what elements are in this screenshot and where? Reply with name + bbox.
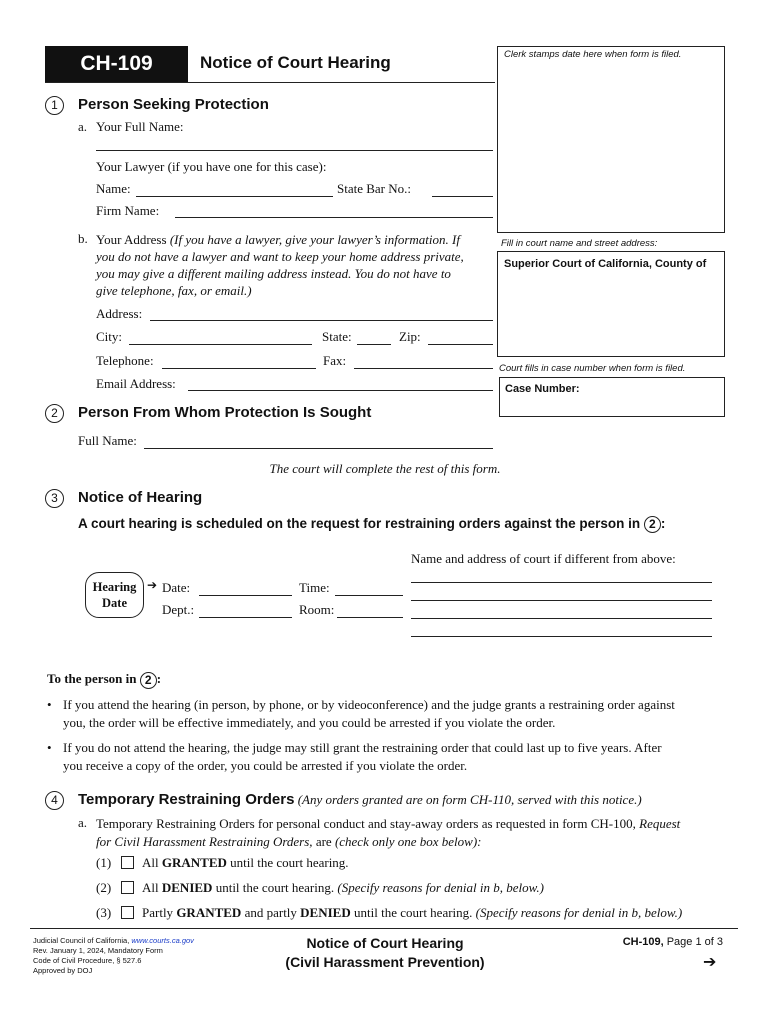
dept-field[interactable] [199,617,292,618]
option-3-bold-1: GRANTED [176,905,242,920]
option-3-num: (3) [96,905,112,920]
case-number-fill-label: Court fills in case number when form is filed. [499,363,686,374]
s4-a-line-1: Temporary Restraining Orders for personal conduct and stay-away orders as requested in form CH-100, [96,816,636,831]
section-3-number: 3 [45,489,64,508]
section-1-title: Person Seeking Protection [78,96,269,113]
city-field[interactable] [129,344,312,345]
option-3-checkbox[interactable] [121,906,134,919]
section-4-heading [78,791,642,808]
option-2-num: (2) [96,880,112,895]
next-page-arrow-icon: ➔ [703,952,717,971]
other-court-line-4[interactable] [411,636,712,637]
s4-a-line-2-italic-2: (check only one box below): [334,834,482,849]
firm-name-field[interactable] [175,217,493,218]
fax-label: Fax: [323,353,347,368]
to-person-heading [47,671,161,689]
footer-approved: Approved by DOJ [33,966,93,975]
option-2-pre: All [142,880,159,895]
footer-right [600,936,723,948]
your-address-label: Your Address [96,232,167,247]
state-bar-label: State Bar No.: [337,181,412,196]
bullet-2-line-1: If you do not attend the hearing, the judge may still grant the restraining order that could last up to five years. After [63,740,662,755]
bullet-1-line-1: If you attend the hearing (in person, by phone, or by videoconference) and the judge grants a restraining order against [63,697,675,712]
bullet-1 [47,696,737,732]
address-field[interactable] [150,320,493,321]
court-fill-label: Fill in court name and street address: [501,238,658,249]
section-4-title: Temporary Restraining Orders [78,791,295,808]
option-2-italic: (Specify reasons for denial in b, below.) [337,880,544,895]
room-field[interactable] [337,617,403,618]
option-3-bold-2: DENIED [300,905,351,920]
lawyer-name-label: Name: [96,181,131,196]
zip-label: Zip: [399,329,421,344]
option-3-post: until the court hearing. [354,905,473,920]
email-label: Email Address: [96,376,176,391]
option-1-checkbox[interactable] [121,856,134,869]
option-3-pre: Partly [142,905,174,920]
clerk-stamp-label: Clerk stamps date here when form is filed. [504,49,682,60]
option-1-pre: All [142,855,159,870]
bullet-2 [47,739,737,775]
to-person-ref: 2 [140,672,157,689]
option-2-checkbox[interactable] [121,881,134,894]
form-id-badge [45,46,188,82]
footer-rev: Rev. January 1, 2024, Mandatory Form [33,946,163,955]
state-field[interactable] [357,344,391,345]
dept-label: Dept.: [162,602,195,617]
footer-page: Page 1 of 3 [666,936,723,948]
footer-rule [30,928,738,929]
room-label: Room: [299,602,335,617]
s1-b-letter: b. [78,231,88,246]
bullet-dot: • [47,740,52,755]
s4-a-line-2-italic: for Civil Harassment Restraining Orders, [96,834,313,849]
s1-a-letter: a. [78,119,88,134]
option-1-bold: GRANTED [161,855,227,870]
hearing-statement-ref: 2 [644,516,661,533]
option-2-post: until the court hearing. [215,880,335,895]
section-2-title: Person From Whom Protection Is Sought [78,404,372,421]
hearing-date-badge [85,572,144,618]
court-name-box[interactable] [497,251,725,357]
address-label: Address: [96,306,143,321]
restrained-full-name-field[interactable] [144,448,493,449]
s4-a-line-1-italic: Request [639,816,681,831]
option-2-bold: DENIED [161,880,213,895]
form-id: CH-109 [80,52,153,75]
footer-code: Code of Civil Procedure, § 527.6 [33,956,142,965]
case-number-label: Case Number: [505,383,580,395]
zip-field[interactable] [428,344,493,345]
footer-link[interactable]: www.courts.ca.gov [131,936,194,945]
hearing-label-2: Date [102,596,127,610]
telephone-label: Telephone: [96,353,154,368]
option-1-text [142,855,349,871]
s1-full-name-label: Your Full Name: [96,119,184,134]
footer-center [235,934,535,972]
bullet-1-line-2: you, the order will be effective immediately, and you could be arrested if you violate the order. [63,715,556,730]
address-note-1: (If you have a lawyer, give your lawyer’s information. If [169,232,460,247]
to-person-end: : [156,671,162,686]
footer-form-id: CH-109, [622,936,664,948]
bullet-2-line-2: you receive a copy of the order, you could be arrested if you violate the order. [63,758,468,773]
state-bar-field[interactable] [432,196,493,197]
footer-subtitle: (Civil Harassment Prevention) [285,954,485,970]
address-instructions [96,231,496,299]
section-2-number: 2 [45,404,64,423]
case-number-box[interactable] [499,377,725,417]
option-1-post: until the court hearing. [230,855,349,870]
to-person-label: To the person in [47,671,137,686]
option-1-num: (1) [96,855,112,870]
telephone-field[interactable] [162,368,316,369]
time-label: Time: [299,580,330,595]
s4-a-text [96,815,736,851]
form-title: Notice of Court Hearing [200,53,391,72]
footer-council: Judicial Council of California, [33,936,130,945]
firm-name-label: Firm Name: [96,203,160,218]
lawyer-label: Your Lawyer (if you have one for this case): [96,159,327,174]
hearing-label-1: Hearing [92,580,137,594]
address-note-4: give telephone, fax, or email.) [96,283,252,298]
s4-a-letter: a. [78,815,88,830]
header-rule [45,82,495,83]
city-label: City: [96,329,123,344]
address-note-2: you do not have a lawyer and want to keep your home address private, [96,249,464,264]
section-4-number: 4 [45,791,64,810]
section-4-note: (Any orders granted are on form CH-110, served with this notice.) [297,792,642,807]
fax-field[interactable] [354,368,493,369]
court-name-label: Superior Court of California, County of [504,258,707,270]
bullet-dot: • [47,697,52,712]
option-3-mid: and partly [244,905,297,920]
date-label: Date: [162,580,191,595]
other-court-line-3[interactable] [411,618,712,619]
other-court-line-2[interactable] [411,600,712,601]
state-label: State: [322,329,352,344]
footer-left [33,936,194,976]
other-court-label: Name and address of court if different from above: [411,551,676,566]
email-field[interactable] [188,390,493,391]
other-court-line-1[interactable] [411,582,712,583]
restrained-full-name-label: Full Name: [78,433,137,448]
option-3-text [142,905,682,921]
hearing-statement-text: A court hearing is scheduled on the request for restraining orders against the person in [78,516,641,532]
footer-title: Notice of Court Hearing [306,935,464,951]
hearing-statement [78,516,665,533]
hearing-statement-end: : [660,516,666,532]
arrow-icon: ➔ [147,578,158,592]
date-field[interactable] [199,595,292,596]
option-2-text [142,880,544,896]
address-note-3: you may give a different mailing address instead. You do not have to [96,266,451,281]
option-3-italic: (Specify reasons for denial in b, below.) [475,905,683,920]
section-3-title: Notice of Hearing [78,489,203,506]
clerk-stamp-box [497,46,725,233]
lawyer-name-field[interactable] [136,196,333,197]
full-name-field[interactable] [96,150,493,151]
section-1-number: 1 [45,96,64,115]
court-complete-note: The court will complete the rest of this form. [269,461,501,476]
time-field[interactable] [335,595,403,596]
s4-a-line-2: are [315,834,332,849]
